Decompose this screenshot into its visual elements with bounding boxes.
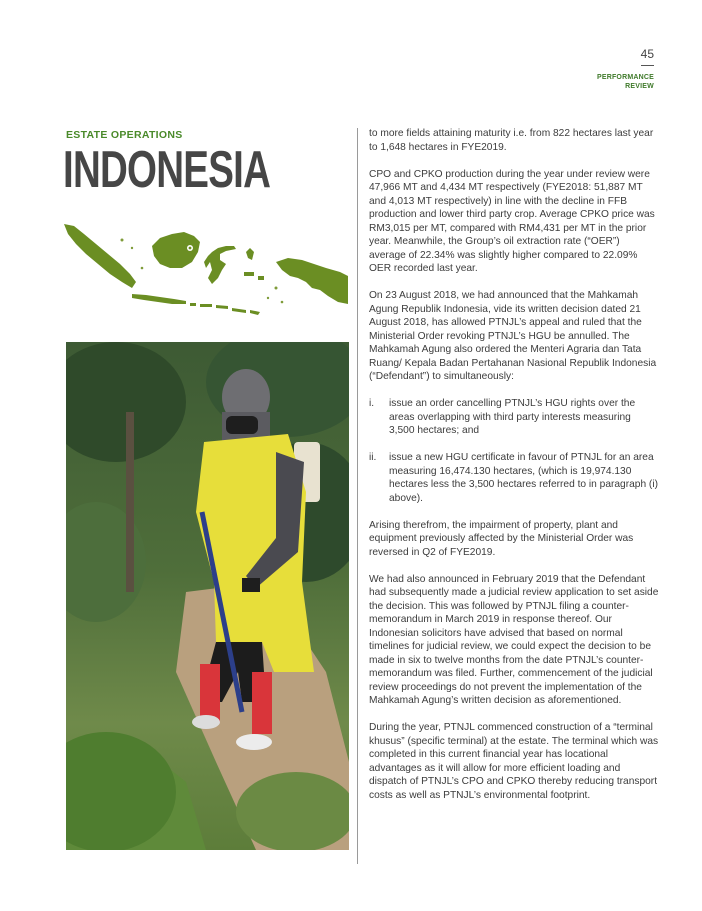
section-tag [560,73,654,91]
page-number-rule [641,65,654,66]
map-island-2 [131,247,133,249]
page-number: 45 [640,47,654,61]
paragraph-maturity: to more fields attaining maturity i.e. from 822 hectares last year to 1,648 hectares in FYE2019. [369,128,654,153]
body-column [369,127,659,816]
paragraph-judicial-review: We had also announced in February 2019 that the Defendant had subsequently made a judicial review application to set aside the decision. This was followed by PTNJL filing a counter-memorandum in March 2019 in response thereof. Our Indonesian solicitors have advised that based on normal timelines for judicial review, we could expect the decision to be made in six to twelve months from the date PTNJL’s counter-memorandum was filed. Further, commencement of the judicial review proceedings do not prevent the implementation of the Mahkamah Agung’s written decision as aforementioned. [369,573,659,706]
map-island-1 [121,239,124,242]
list-item-text: issue an order cancelling PTNJL’s HGU rights over the areas overlapping with third party interests measuring 3,500 hectares; and [389,398,636,436]
map-island-3 [141,267,144,270]
map-sulawesi [204,246,236,284]
paragraph-production: CPO and CPKO production during the year under review were 47,966 MT and 4,434 MT respectively (FYE2018: 51,887 MT and 4,013 MT respectively) in line with the decline in FFB production and lower third party crop. Average CPKO price was RM3,015 per MT, compared with RM4,431 per MT in the prior year. Meanwhile, the Group’s oil extraction rate (“OER”) average of 22.34% was slightly higher compared to 22.09% OER recorded last year. [369,168,655,274]
worker-photo [66,342,349,850]
column-divider [357,128,358,864]
map-nusa-tenggara [190,303,260,315]
paragraph-court-decision: On 23 August 2018, we had announced that the Mahkamah Agung Republik Indonesia, vide its written decision dated 21 August 2018, has allowed PTNJL’s appeal and ruled that the Ministerial Order revoking PTNJL’s HGU be annulled. The Mahkamah Agung also ordered the Menteri Agraria dan Tata Ruang/ Kepala Badan Pertahanan Nasional Republik Indonesia (“Defendant”) to simultaneously: [369,290,657,382]
indonesia-map [62,218,350,328]
list-item-number: i. [369,398,375,409]
map-java [132,294,186,304]
list-item-number: ii. [369,452,377,463]
map-island-6 [281,301,284,304]
section-tag-line2: REVIEW [625,83,654,90]
map-maluku [244,248,264,280]
paragraph-terminal: During the year, PTNJL commenced construction of a “terminal khusus” (specific terminal) at the estate. The terminal which was completed in this current financial year has locational advantages as it will allow for more efficient loading and dispatch of PTNJL’s CPO and CPKO thereby reducing transport costs as well as PTNJL’s environmental footprint. [369,722,659,801]
section-tag-line1: PERFORMANCE [596,74,654,81]
paragraph-impairment: Arising therefrom, the impairment of property, plant and equipment previously affected by the Ministerial Order was reversed in Q2 of FYE2019. [369,519,634,558]
map-sumatra [64,224,136,288]
estate-location-pin-dot [189,247,192,250]
list-item [369,397,659,438]
map-kalimantan [152,232,200,268]
section-kicker: ESTATE OPERATIONS [66,129,183,141]
page-title: INDONESIA [63,141,271,199]
list-item [369,451,659,505]
list-item-text: issue a new HGU certificate in favour of PTNJL for an area measuring 16,474.130 hectares, (which is 19,974.130 hectares less the 3,500 hectares referred to in paragraph (i) above). [389,452,658,504]
map-papua [276,258,348,304]
map-island-5 [267,297,269,299]
map-island-4 [275,287,278,290]
